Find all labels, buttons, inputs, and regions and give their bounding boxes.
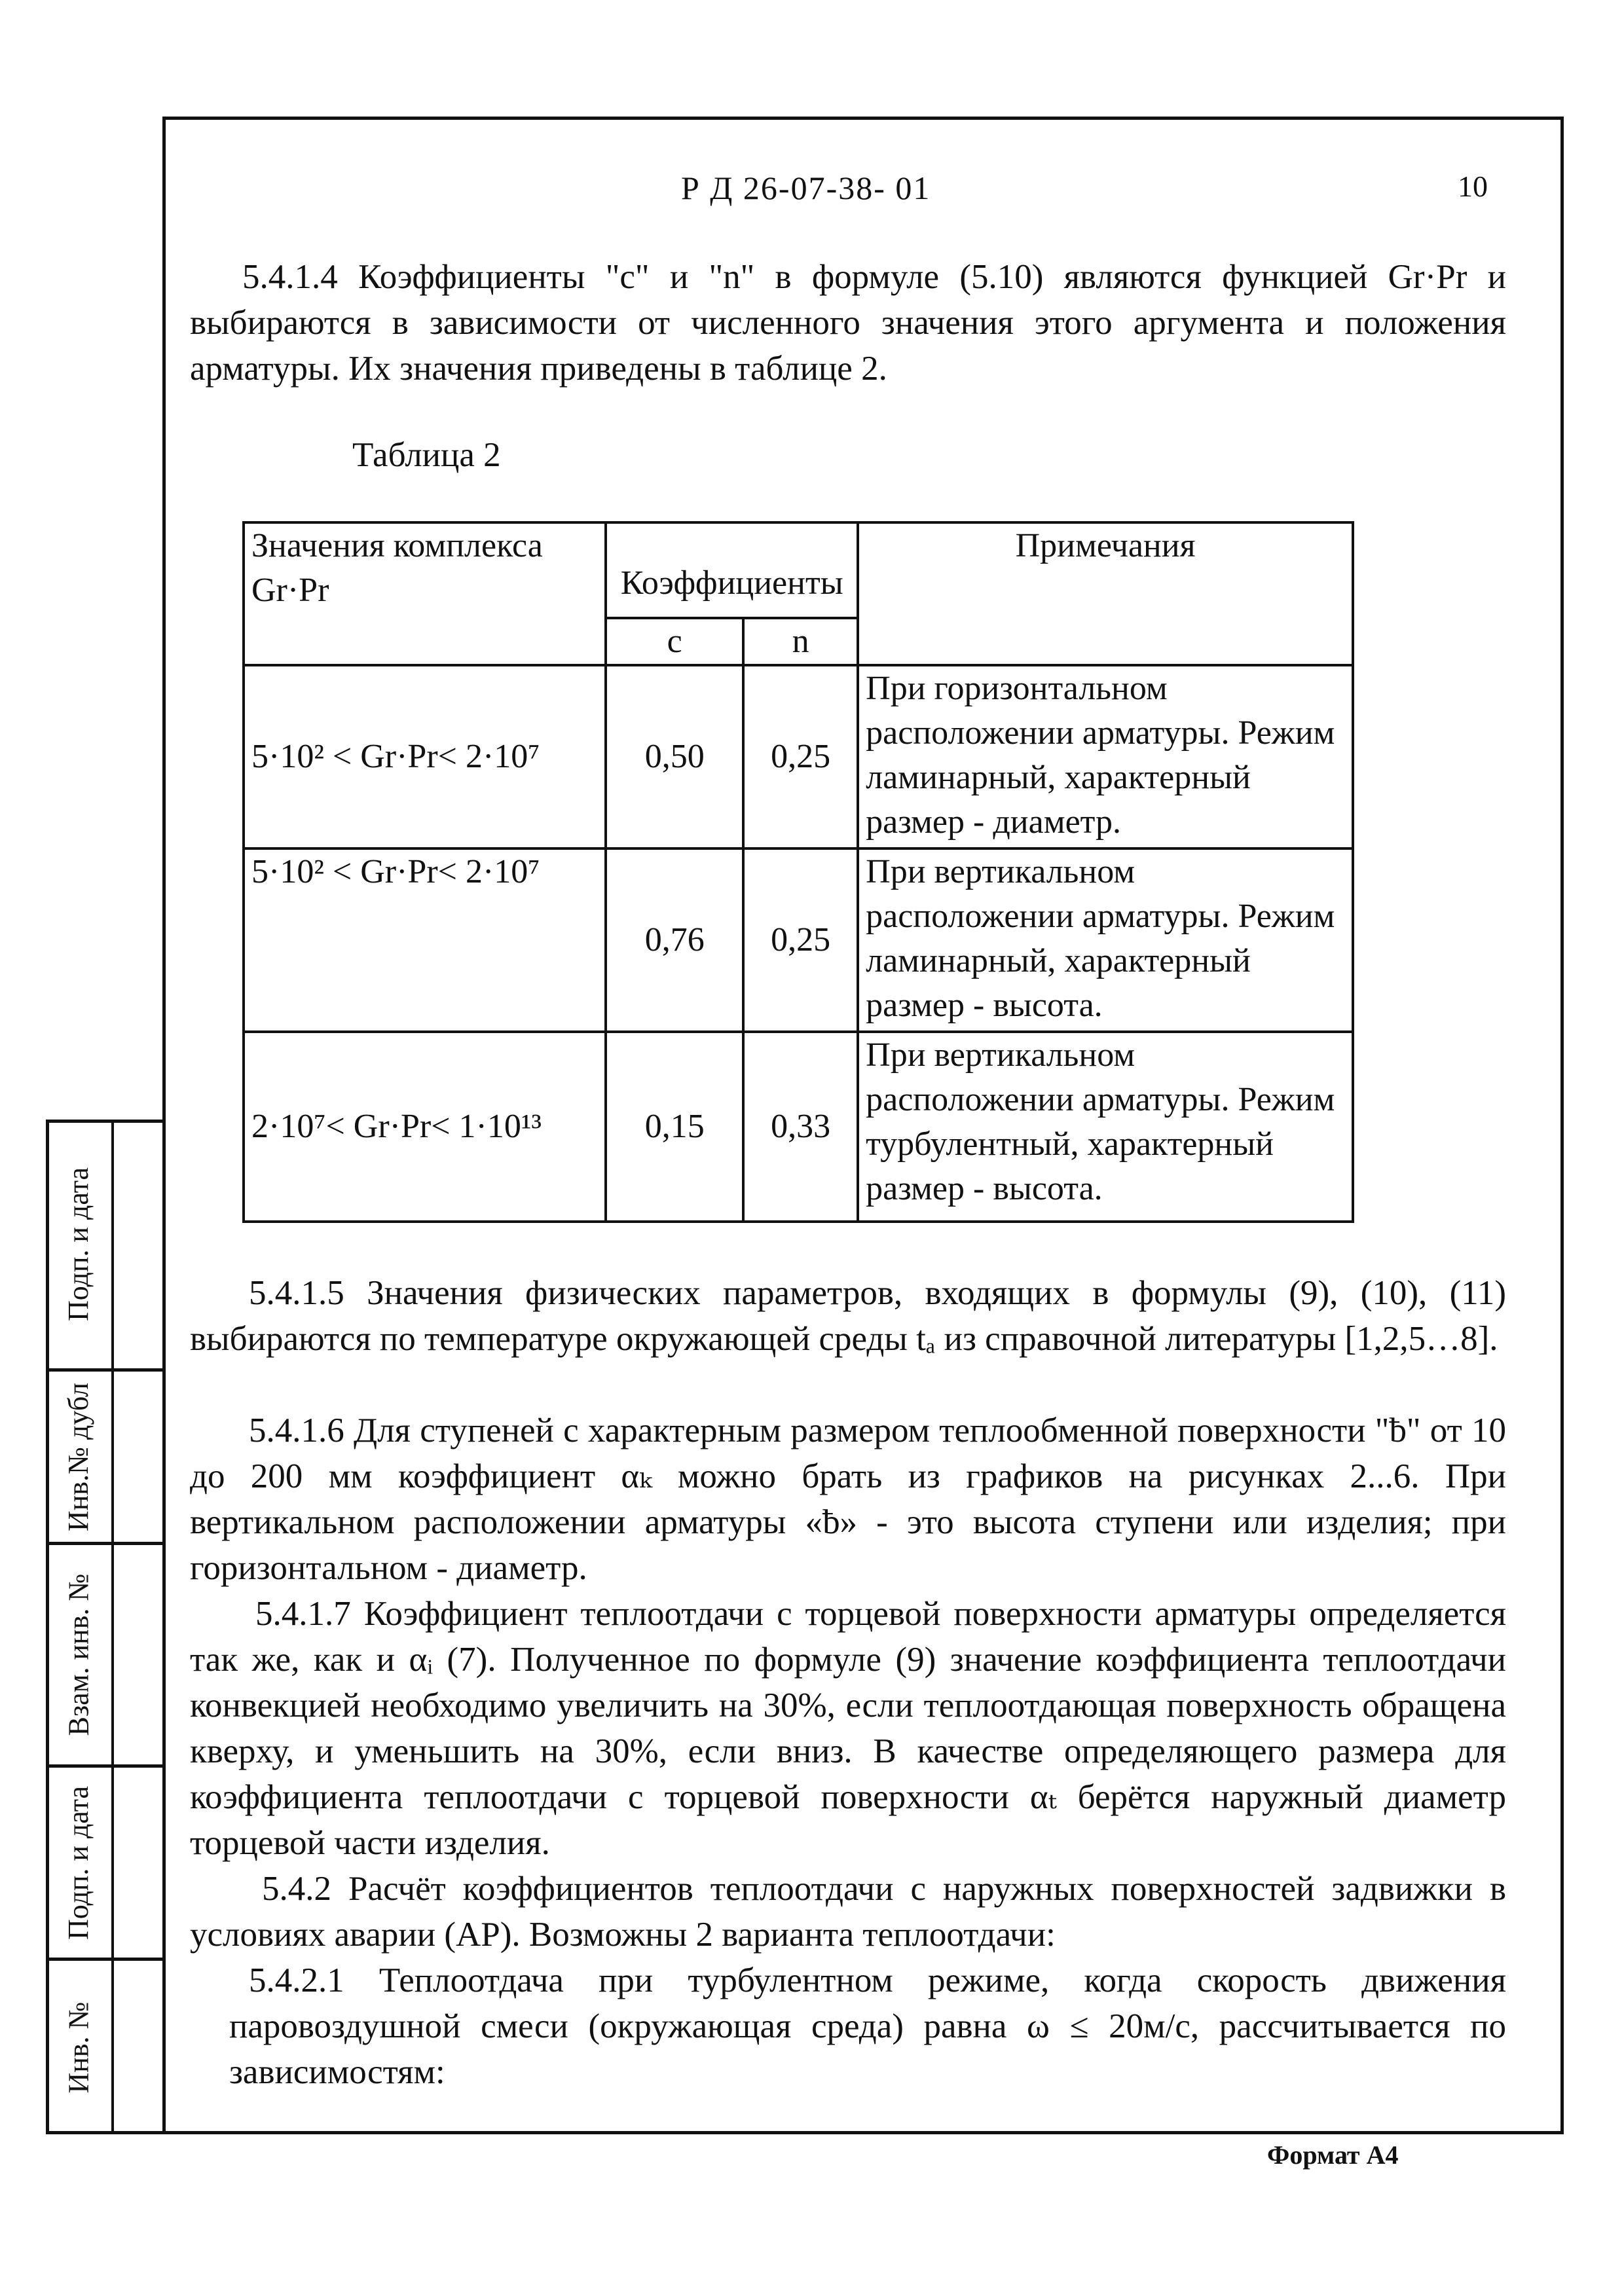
stamp-podp-data-bottom: Подп. и дата — [62, 1785, 95, 1940]
note-cell: При вертикальном расположении арматуры. Режим ламинарный, характерный размер - высота. — [858, 848, 1353, 1032]
range-cell: 2·10⁷< Gr·Pr< 1·10¹³ — [244, 1032, 606, 1222]
subheader-n: n — [743, 618, 858, 665]
n-cell: 0,25 — [743, 665, 858, 848]
coefficients-table — [242, 521, 1354, 1223]
note-cell: При горизонтальном расположении арматуры. Режим ламинарный, характерный размер - диаметр. — [858, 665, 1353, 848]
paragraph-5-4-1-5: 5.4.1.5 Значения физических параметров, входящих в формулы (9), (10), (11) выбираются по температуре окружающей среды tₐ из справочной литературы [1,2,5…8]. — [190, 1274, 1506, 1358]
n-cell: 0,33 — [743, 1032, 858, 1222]
stamp-vzam-inv: Взам. инв. № — [62, 1573, 95, 1736]
table-row — [244, 1032, 1353, 1222]
header-gr-pr: Значения комплекса Gr·Pr — [244, 522, 606, 665]
paragraph-5-4-1-6: 5.4.1.6 Для ступеней с характерным размером теплообменной поверхности "ƀ" от 10 до 200 мм коэффициент αₖ можно брать из графиков на рисунках 2...6. При вертикальном расположении арматуры «ƀ» - это высота ступени или изделия; при горизонтальном - диаметр. — [190, 1412, 1506, 1587]
paragraph-5-4-1-7: 5.4.1.7 Коэффициент теплоотдачи с торцевой поверхности арматуры определяется так же, как и αᵢ (7). Полученное по формуле (9) значение коэффициента теплоотдачи конвекцией необходимо увеличить на 30%, если теплоотдающая поверхность обращена кверху, и уменьшить на 30%, если вниз. В качестве определяющего размера для коэффициента теплоотдачи с торцевой поверхности αₜ берётся наружный диаметр торцевой части изделия. — [190, 1595, 1506, 1862]
range-cell: 5·10² < Gr·Pr< 2·10⁷ — [244, 848, 606, 1032]
page-format-label: Формат А4 — [1267, 2140, 1399, 2170]
document-code: Р Д 26-07-38- 01 — [681, 170, 931, 206]
subheader-c: с — [606, 618, 743, 665]
table-caption: Таблица 2 — [352, 436, 501, 474]
c-cell: 0,50 — [606, 665, 743, 848]
table-header-row — [244, 522, 1353, 618]
header-notes: Примечания — [858, 522, 1353, 665]
c-cell: 0,76 — [606, 848, 743, 1032]
margin-stamp-block — [46, 1120, 167, 2134]
stamp-inv-dubl: Инв.№ дубл — [62, 1382, 95, 1531]
paragraph-5-4-2-1: 5.4.2.1 Теплоотдача при турбулентном режиме, когда скорость движения паровоздушной смеси (окружающая среда) равна ω ≤ 20м/с, рассчитывается по зависимостям: — [229, 1961, 1506, 2091]
n-cell: 0,25 — [743, 848, 858, 1032]
range-cell: 5·10² < Gr·Pr< 2·10⁷ — [244, 665, 606, 848]
header-coefficients: Коэффициенты — [606, 522, 858, 618]
c-cell: 0,15 — [606, 1032, 743, 1222]
stamp-podp-data-top: Подп. и дата — [62, 1167, 95, 1321]
paragraph-5-4-1-4: 5.4.1.4 Коэффициенты "с" и "n" в формуле (5.10) являются функцией Gr·Pr и выбираются в зависимости от численного значения этого аргумента и положения арматуры. Их значения приведены в таблице 2. — [190, 258, 1506, 388]
note-cell: При вертикальном расположении арматуры. Режим турбулентный, характерный размер - высота. — [858, 1032, 1353, 1222]
stamp-inv-no: Инв. № — [62, 2001, 95, 2094]
table-row — [244, 848, 1353, 1032]
paragraph-5-4-2: 5.4.2 Расчёт коэффициентов теплоотдачи с наружных поверхностей задвижки в условиях аварии (АР). Возможны 2 варианта теплоотдачи: — [190, 1870, 1506, 1954]
table-row — [244, 665, 1353, 848]
page-number: 10 — [1458, 170, 1488, 203]
